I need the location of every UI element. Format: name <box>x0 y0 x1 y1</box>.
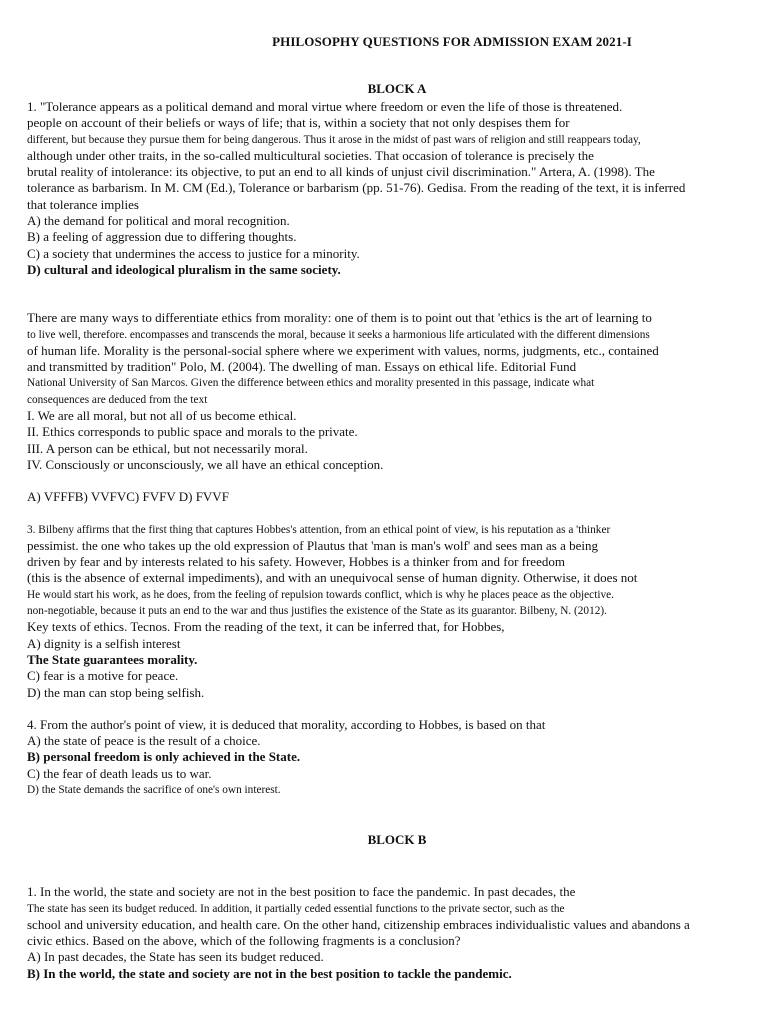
question-text-line: 1. In the world, the state and society are not in the best position to face the pandemic. In past decades, the <box>27 884 576 900</box>
question-text-line: There are many ways to differentiate ethics from morality: one of them is to point out that 'ethics is the art of learning to <box>27 310 652 326</box>
block-b-heading: BLOCK B <box>367 832 427 848</box>
answer-option-correct: B) personal freedom is only achieved in the State. <box>27 749 301 765</box>
statement-item: I. We are all moral, but not all of us become ethical. <box>27 408 297 424</box>
answer-option: A) dignity is a selfish interest <box>27 635 181 651</box>
question-text-line: of human life. Morality is the personal-social sphere where we experiment with values, norms, judgments, etc., contained <box>27 342 659 358</box>
question-text-line: 1. "Tolerance appears as a political demand and moral virtue where freedom or even the life of those is threatened. <box>27 99 623 114</box>
question-text-line: school and university education, and health care. On the other hand, citizenship embraces individualistic values and abandons a <box>27 916 690 932</box>
question-a1 <box>27 99 767 278</box>
answer-option: A) In past decades, the State has seen its budget reduced. <box>27 949 324 965</box>
question-text-line: to live well, therefore. encompasses and transcends the moral, because it seeks a harmonious life articulated with the different dimensions <box>27 328 650 341</box>
question-text-line: although under other traits, in the so-called multicultural societies. That occasion of tolerance is precisely the <box>27 147 594 163</box>
question-text-line: brutal reality of intolerance: its objective, to put an end to all kinds of unjust civil discrimination." Artera, A. (1998). The <box>27 164 655 180</box>
question-text-line: different, but because they pursue them for being dangerous. Thus it arose in the midst of past wars of religion and still reappears today, <box>27 133 641 146</box>
statement-item: IV. Consciously or unconsciously, we all have an ethical conception. <box>27 456 384 472</box>
question-text-line: 3. Bilbeny affirms that the first thing that captures Hobbes's attention, from an ethical point of view, is his reputation as a 'thinker <box>27 523 611 536</box>
question-a3 <box>27 522 767 701</box>
page-title: PHILOSOPHY QUESTIONS FOR ADMISSION EXAM 2021-I <box>272 34 632 49</box>
answer-option: C) the fear of death leads us to war. <box>27 765 212 781</box>
answer-option-correct: The State guarantees morality. <box>27 651 198 667</box>
statement-item: III. A person can be ethical, but not necessarily moral. <box>27 440 308 456</box>
block-a-heading: BLOCK A <box>367 81 427 96</box>
question-text-line: 4. From the author's point of view, it is deduced that morality, according to Hobbes, is based on that <box>27 716 546 732</box>
statement-item: II. Ethics corresponds to public space and morals to the private. <box>27 424 358 440</box>
question-text-line: civic ethics. Based on the above, which of the following fragments is a conclusion? <box>27 933 461 949</box>
answer-option: C) fear is a motive for peace. <box>27 668 179 684</box>
answer-option: A) the state of peace is the result of a choice. <box>27 733 261 749</box>
answer-option: D) the State demands the sacrifice of one's own interest. <box>27 783 281 796</box>
answer-options-line: A) VFFFB) VVFVC) FVFV D) FVVF <box>27 489 229 505</box>
answer-option: C) a society that undermines the access to justice for a minority. <box>27 245 360 261</box>
question-a4 <box>27 717 767 798</box>
answer-option: A) the demand for political and moral recognition. <box>27 213 290 229</box>
question-text-line: pessimist. the one who takes up the old expression of Plautus that 'man is man's wolf' and sees man as a being <box>27 537 598 553</box>
answer-option-correct: D) cultural and ideological pluralism in the same society. <box>27 261 341 277</box>
question-text-line: consequences are deduced from the text <box>27 393 208 406</box>
answer-option-correct: B) In the world, the state and society are not in the best position to tackle the pandemic. <box>27 965 512 981</box>
question-text-line: driven by fear and by interests related to his safety. However, Hobbes is a thinker from and for freedom <box>27 554 565 570</box>
question-text-line: (this is the absence of external impediments), and with an unequivocal sense of human dignity. Otherwise, it does not <box>27 570 638 586</box>
question-text-line: and transmitted by tradition" Polo, M. (2004). The dwelling of man. Essays on ethical life. Editorial Fund <box>27 359 577 375</box>
question-text-line: The state has seen its budget reduced. In addition, it partially ceded essential functions to the private sector, such as the <box>27 902 565 915</box>
question-text-line: non-negotiable, because it puts an end to the war and thus justifies the existence of the State as its guarantor. Bilbeny, N. (2012). <box>27 605 607 618</box>
question-text-line: tolerance as barbarism. In M. CM (Ed.), Tolerance or barbarism (pp. 51-76). Gedisa. From the reading of the text, it is inferred <box>27 180 686 196</box>
question-b1 <box>27 884 767 982</box>
answer-option: B) a feeling of aggression due to differing thoughts. <box>27 229 297 245</box>
question-a2 <box>27 310 767 505</box>
exam-page <box>27 34 767 982</box>
question-text-line: He would start his work, as he does, from the feeling of repulsion towards conflict, which is why he places peace as the objective. <box>27 588 614 601</box>
question-text-line: people on account of their beliefs or ways of life; that is, within a society that not only despises them for <box>27 115 570 131</box>
answer-option: D) the man can stop being selfish. <box>27 684 205 700</box>
question-text-line: National University of San Marcos. Given the difference between ethics and morality presented in this passage, indicate what <box>27 377 595 390</box>
question-text-line: that tolerance implies <box>27 196 139 212</box>
question-text-line: Key texts of ethics. Tecnos. From the reading of the text, it can be inferred that, for Hobbes, <box>27 619 505 635</box>
